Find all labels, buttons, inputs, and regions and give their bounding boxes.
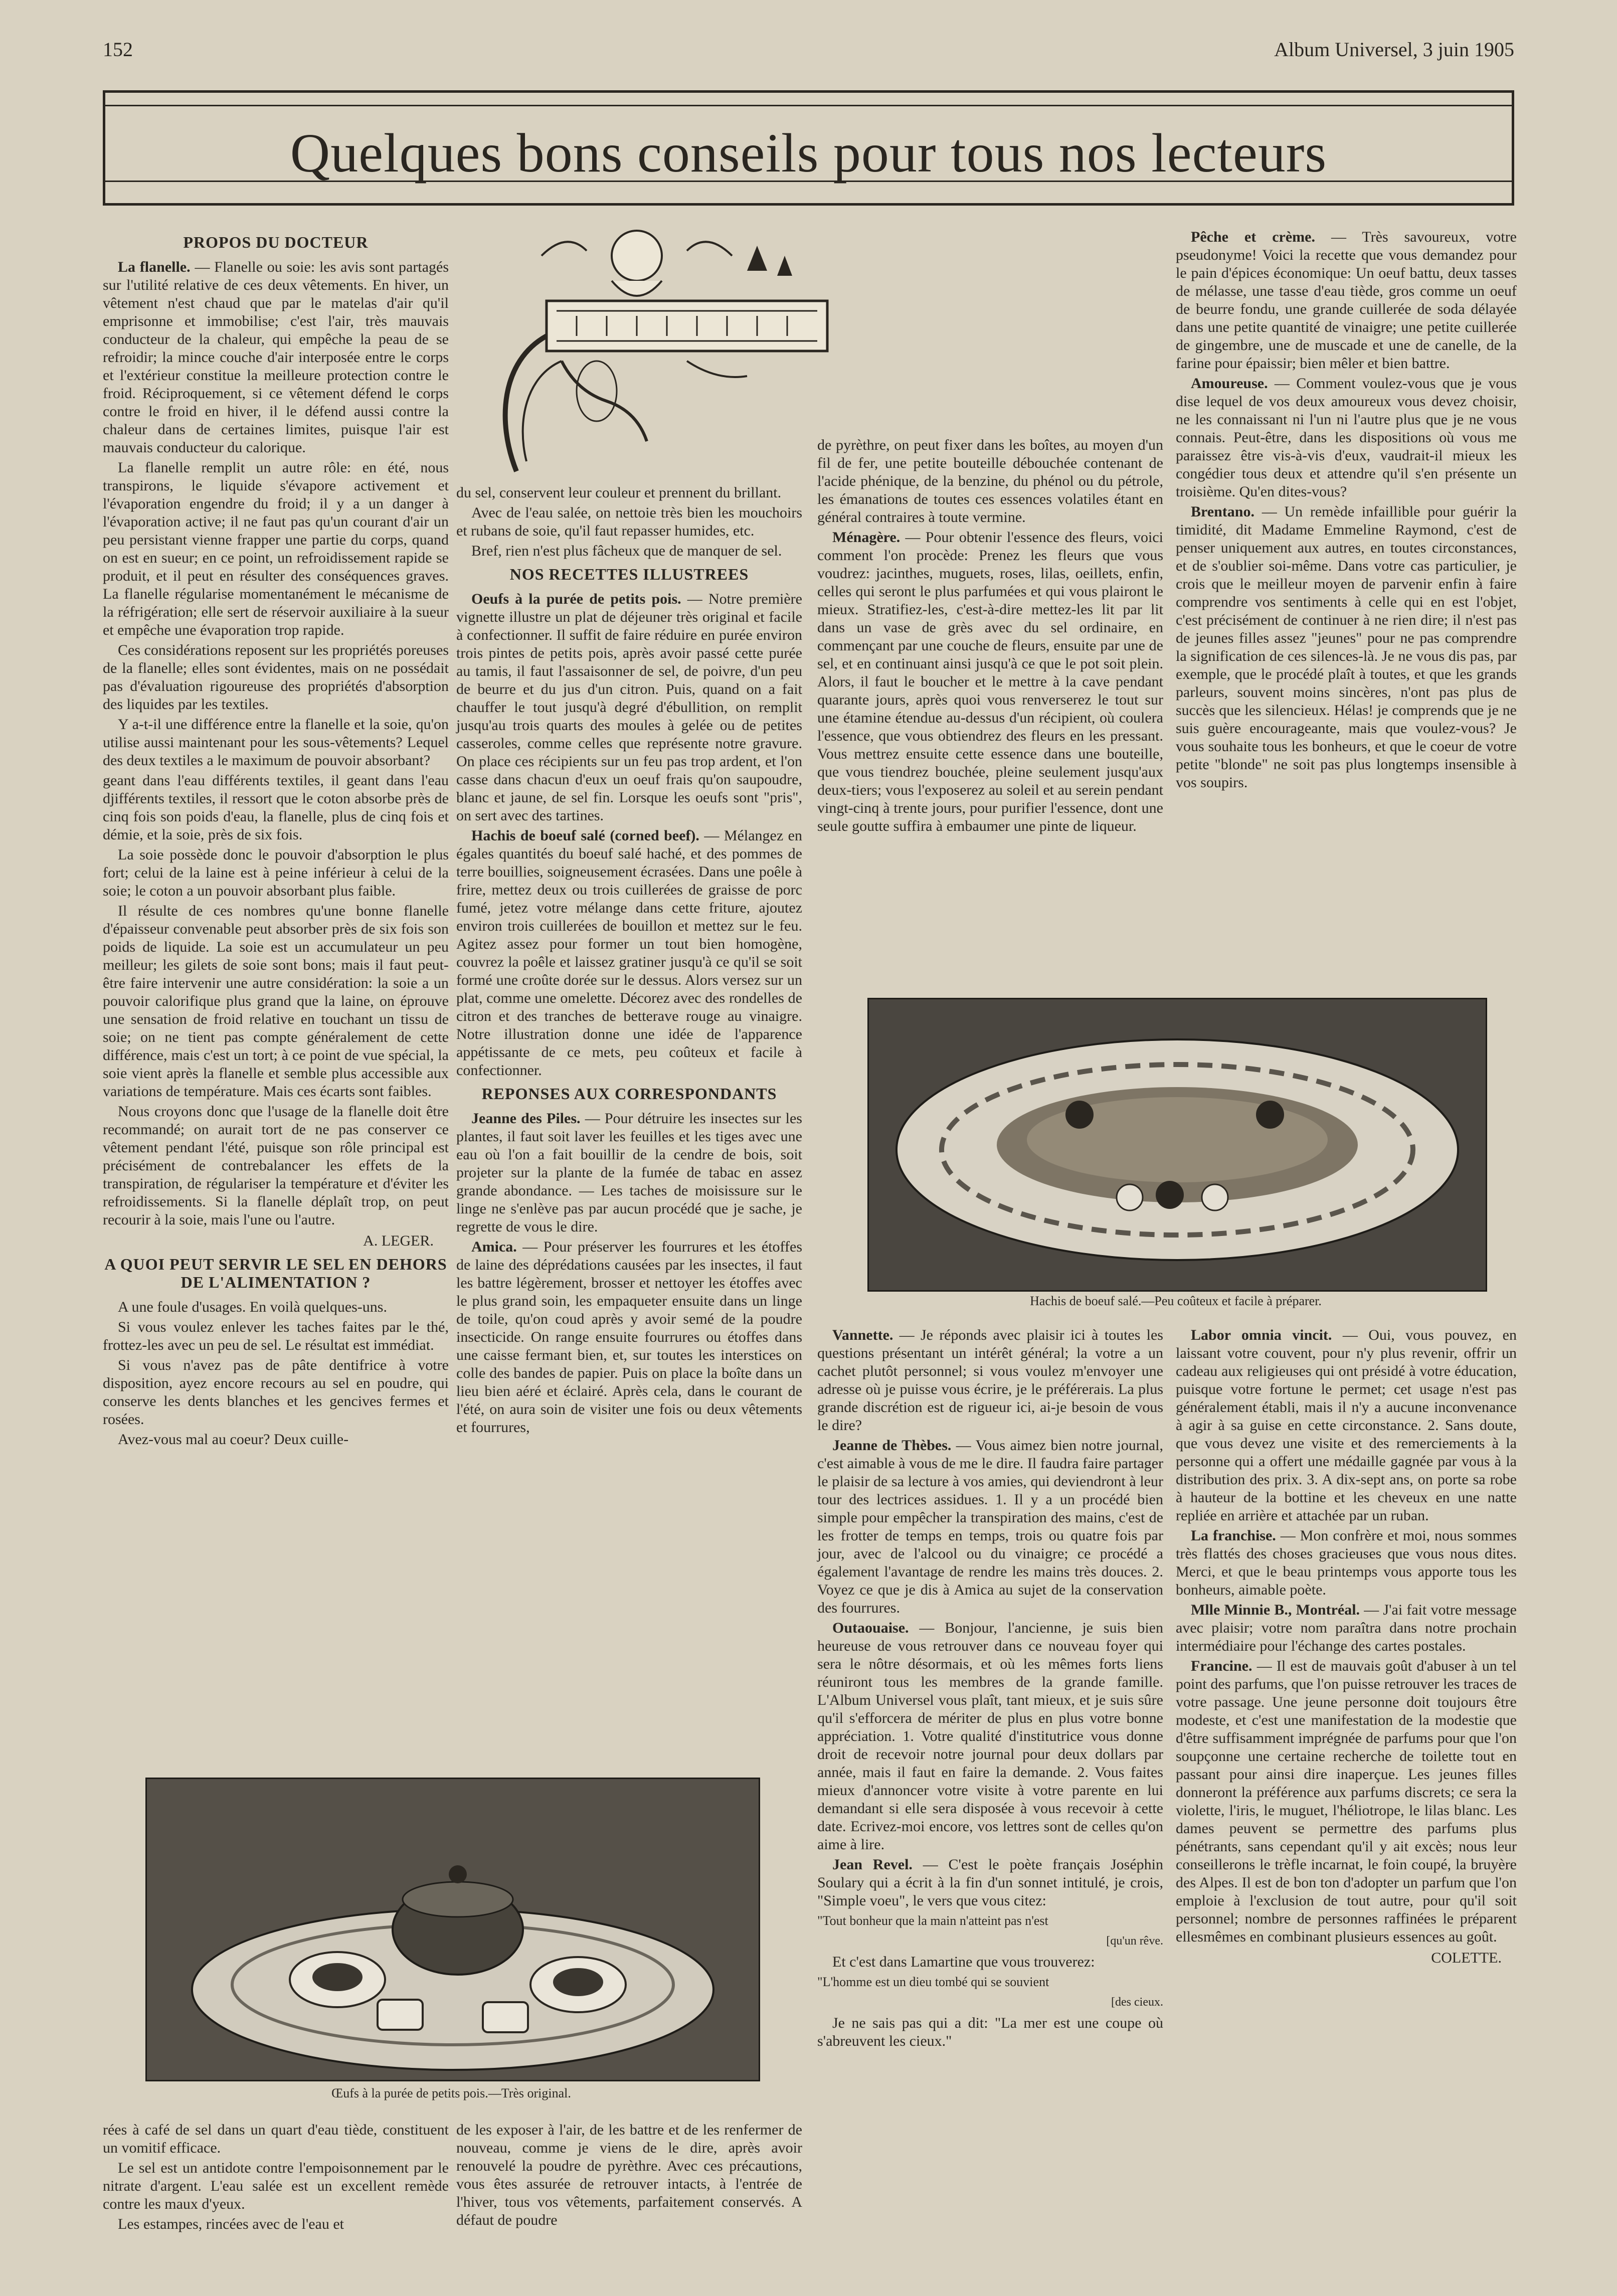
paragraph: Labor omnia vincit. — Oui, vous pouvez, en laissant votre couvent, pour n'y plus revenir, offrir un cadeau aux religieuses qui ont présidé à votre éducation, puisque votre fortune le permet; cet usage n'est pas généralement établi, mais il n'y a aucune inconvenance à agir à sa guise en cette circonstance. 2. Sans doute, que vous devez une visite et des remerciements à la personne qui a offert une médaille gagnée par vous à la distribution des prix. 3. A dix-sept ans, on porte sa robe à hauteur de la bottine et les cheveux en une natte repliée en arrière et attachée par un ruban. <box>1176 1327 1517 1524</box>
column-1 <box>103 228 449 1451</box>
paragraph: A une foule d'usages. En voilà quelques-uns. <box>118 1299 387 1315</box>
paragraph-lead: Amoureuse. <box>1191 375 1268 392</box>
paragraph: Avez-vous mal au coeur? Deux cuille- <box>118 1431 349 1448</box>
quote-soulary: "Tout bonheur que la main n'atteint pas n'est <box>817 1913 1048 1928</box>
hash-caption: Hachis de boeuf salé.—Peu coûteux et facile à préparer. <box>1030 1294 1322 1308</box>
column-3-lower <box>817 1326 1163 2052</box>
title-banner <box>103 90 1514 206</box>
paragraph-lead: Jean Revel. <box>832 1856 913 1873</box>
paragraph: Hachis de boeuf salé (corned beef). — Mélangez en égales quantités du boeuf salé haché, et des pommes de terre bouillies, soigneusement écrasées. Dans une poêle à frire, mettez deux ou trois cuillerées de graisse de porc fumé, jetez votre mélange dans cette friture, ajoutez environ trois cuillerées de bouillon et mettez sur le feu. Agitez assez pour former un tout bien homogène, couvrez la poêle et laissez gratiner jusqu'à ce qu'il se soit formé une croûte dorée sur le dessus. Alors versez sur un plat, comme une omelette. Décorez avec des rondelles de citron et des tranches de betterave rouge au vinaigre. Notre illustration donne une idée de l'apparence appétissante de ce mets, peu coûteux et facile à confectionner. <box>456 827 802 1079</box>
paragraph: Si vous voulez enlever les taches faites par le thé, frottez-les avec un peu de sel. Le résultat est immédiat. <box>103 1319 449 1353</box>
paragraph: Mlle Minnie B., Montréal. — J'ai fait votre message avec plaisir; votre nom paraîtra dans notre prochain intermédiaire pour l'échange des cartes postales. <box>1176 1602 1517 1654</box>
paragraph-lead: Mlle Minnie B., Montréal. <box>1191 1602 1360 1618</box>
section-heading-recettes: NOS RECETTES ILLUSTREES <box>509 565 749 583</box>
paragraph: Oeufs à la purée de petits pois. — Notre première vignette illustre un plat de déjeuner très original et facile à confectionner. Il suffit de faire réduire en purée environ trois pintes de petits pois, après avoir passé cette purée au tamis, il faut l'assaisonner de sel, de poivre, d'un peu de beurre et du jus d'un citron. Puis, quand on a fait chauffer le tout jusqu'à degré d'ébullition, on remplit jusqu'au trois quarts des moules à gelée ou de petites casseroles, comme celles que représente notre gravure. On place ces récipients sur un feu pas trop ardent, et l'on casse dans chacun d'eux un oeuf frais qu'on saupoudre, blanc et jaune, de sel fin. Lorsque les oeufs sont "pris", on sert avec des tartines. <box>456 591 802 824</box>
paragraph: de les exposer à l'air, de les battre et de les renfermer de nouveau, comme je viens de le dire, après avoir renouvelé la poudre de pyrèthre. Avec ces précautions, vous êtes assurée de retrouver intacts, à l'entrée de l'hiver, tous vos vêtements, parfaitement conservés. A défaut de poudre <box>456 2122 802 2228</box>
paragraph: Avec de l'eau salée, on nettoie très bien les mouchoirs et rubans de soie, qu'il faut repasser humides, etc. <box>456 504 802 539</box>
paragraph: Y a-t-il une différence entre la flanelle et la soie, qu'on utilise aussi maintenant pour les sous-vêtements? Lequel des deux textiles a le maximum de pouvoir absorbant? <box>103 716 449 769</box>
column-3 <box>817 436 1163 837</box>
paragraph: Pêche et crème. — Très savoureux, votre pseudonyme! Voici la recette que vous demandez pour le pain d'épices économique: Un oeuf battu, deux tasses de mélasse, une tasse d'eau tiède, gros comme un oeuf de beurre fondu, une grande cuillerée de soda délayée dans une petite quantité de vinaigre; une petite cuillerée de gingembre, une de muscade et une de canelle, de la farine pour épaissir; bien mêler et bien battre. <box>1176 229 1517 372</box>
paragraph-lead: Brentano. <box>1191 503 1254 520</box>
quote-soulary-end: [qu'un rêve. <box>1106 1934 1163 1948</box>
paragraph: Outaouaise. — Bonjour, l'ancienne, je suis bien heureuse de vous retrouver dans ce nouveau foyer qui sera le nôtre désormais, et où les mêmes forts liens réuniront tous les membres de la grande famille. L'Album Universel vous plaît, tant mieux, et je suis sûre qu'il s'efforcera de mériter de plus en plus votre bonne appréciation. 1. Votre qualité d'institutrice vous donne droit de recevoir notre journal pour deux dollars par année, mais il faut en faire la demande. 2. Vous faites mieux d'annoncer votre visite à votre parente en lui demandant si elle sera disposée à vous recevoir à cette date. Ecrivez-moi encore, vos lettres sont de celles qu'on aime à lire. <box>817 1620 1163 1853</box>
paragraph: Vannette. — Je réponds avec plaisir ici à toutes les questions présentant un intérêt général; la votre a un cachet plutôt personnel; si vous voulez m'envoyer une adresse où je puisse vous écrire, je le préférerais. La plus grande discrétion est de rigueur ici, ai-je besoin de vous le dire? <box>817 1327 1163 1434</box>
paragraph-lead: Jeanne des Piles. <box>471 1110 581 1127</box>
paragraph: Brentano. — Un remède infaillible pour guérir la timidité, dit Madame Emmeline Raymond, c'est de penser uniquement aux autres, en toutes circonstances, et de s'oublier soi-même. Dans votre cas particulier, je crois que le meilleur moyen de parvenir enfin à faire comprendre vos sentiments à celle qui en est l'objet, c'est précisément de continuer à ne rien dire; il n'est pas de jeunes filles assez "jeunes" pour ne pas comprendre la signification de ces silences-là. Je ne vous dis pas, par exemple, que le procédé plaît à toutes, et que les grands parleurs, souvent moins sincères, n'ont pas plus de succès que les silencieux. Hélas! je comprends que je ne suis guère encourageante, mais que voulez-vous? Je vous souhaite tous les bonheurs, et que le coeur de votre petite "blonde" ne soit pas plus longtemps insensible à vos soupirs. <box>1176 503 1517 791</box>
section-heading-reponses: REPONSES AUX CORRESPONDANTS <box>481 1085 777 1103</box>
signature-leger: A. LEGER. <box>363 1232 434 1249</box>
issue-line: Album Universel, 3 juin 1905 <box>1274 38 1514 61</box>
paragraph: Les estampes, rincées avec de l'eau et <box>118 2216 344 2232</box>
paragraph: Amica. — Pour préserver les fourrures et les étoffes de laine des déprédations causées par les insectes, il faut les battre légèrement, brosser et nettoyer les étoffes avec le plus grand soin, les empaqueter ensuite dans un linge de toile, qu'on coud après y avoir semé de la poudre insecticide. On range ensuite fourrures ou étoffes dans une caisse fermant bien, et, sur toutes les interstices on colle des bandes de papier. Puis on place la boîte dans un lieu bien aéré et éclairé. Après cela, dans le courant de l'été, on aura soin de visiter une fois ou deux vêtements et fourrures, <box>456 1239 802 1436</box>
column-2 <box>456 484 802 1439</box>
eggs-caption: Œufs à la purée de petits pois.—Très original. <box>331 2086 571 2100</box>
paragraph: Francine. — Il est de mauvais goût d'abuser à un tel point des parfums, que l'on puisse retrouver les traces de votre passage. Une jeune personne doit toujours être modeste, et c'est une manifestation de la modestie que d'être suffisamment imprégnée de parfums pour que l'on soupçonne une certaine recherche de toilette tout en passant pour ainsi dire inaperçue. Les jeunes filles donneront la préférence aux parfums discrets; ce sera la violette, l'iris, le muguet, l'héliotrope, le lilas blanc. Les dames peuvent se permettre des parfums plus pénétrants, sans cependant qu'il y ait excès; nous leur conseillerons le trèfle incarnat, le foin coupé, la bruyère des Alpes. Il est de bon ton d'adopter un parfum que l'on emploie à l'exclusion de tout autre, pour qu'il soit personnel; nombre de personnes raffinées le préparent ellesmêmes en combinant plusieurs essences au goût. <box>1176 1658 1517 1945</box>
paragraph-lead: La flanelle. <box>118 259 191 275</box>
paragraph: Ménagère. — Pour obtenir l'essence des fleurs, voici comment l'on procède: Prenez les fleurs que vous voudrez: jacinthes, muguets, roses, lilas, oeillets, enfin, celles qui seront le plus parfumées et qui vous plairont le mieux. Stratifiez-les, c'est-à-dire mettez-les lit par lit dans un vase de grès avec du sel ordinaire, en commençant par une couche de fleurs, ensuite par une de sel, et en continuant ainsi jusqu'à ce que le pot soit plein. Alors, il faut le boucher et le mettre à la cave pendant quarante jours, après quoi vous renverserez le tout sur une étamine étendue au-dessus d'un récipient, où coulera l'essence, que vous obtiendrez des fleurs en les pressant. Vous mettrez ensuite cette essence dans une bouteille, que vous tiendrez bouchée, pleine seulement jusqu'aux deux-tiers; vous l'exposerez au soleil et au serein pendant vingt-cinq à trente jours, pour purifier l'essence, dont une seule goutte suffira à embaumer une pinte de liqueur. <box>817 529 1163 834</box>
paragraph: Jeanne des Piles. — Pour détruire les insectes sur les plantes, il faut soit laver les feuilles et les tiges avec une eau où l'on a fait bouillir de la cendre de bois, soit projeter sur la plante de la fumée de tabac en assez grande abondance. — Les taches de moisissure sur le linge ne s'enlève pas par aucun procédé que je sache, je regrette de vous le dire. <box>456 1110 802 1235</box>
section-heading-sel: A QUOI PEUT SERVIR LE SEL EN DEHORS DE L'ALIMENTATION ? <box>104 1255 447 1291</box>
paragraph: Nous croyons donc que l'usage de la flanelle doit être recommandé; on aurait tort de ne pas conserver ce vêtement pendant l'été, puisque son rôle principal est précisément de contrebalancer les effets de la transpiration, de régulariser la température et d'éviter les refroidissements. Si la flanelle déplaît trop, on peut recourir à la soie, mais l'une ou l'autre. <box>103 1103 449 1228</box>
hash-photo <box>867 998 1487 1292</box>
paragraph-lead: Oeufs à la purée de petits pois. <box>471 591 681 607</box>
paragraph: Si vous n'avez pas de pâte dentifrice à votre disposition, ayez encore recours au sel en poudre, qui conserve les dents blanches et les gencives fermes et rosées. <box>103 1357 449 1428</box>
eggs-dish-illustration <box>147 1779 759 2080</box>
section-heading-docteur: PROPOS DU DOCTEUR <box>183 233 369 251</box>
signature-colette: COLETTE. <box>1431 1950 1502 1966</box>
eggs-photo <box>145 1778 760 2081</box>
quote-lamartine: "L'homme est un dieu tombé qui se souvient <box>817 1975 1049 1989</box>
paragraph-lead: Amica. <box>471 1239 517 1255</box>
paragraph: La flanelle. — Flanelle ou soie: les avis sont partagés sur l'utilité relative de ces deux vêtements. En hiver, un vêtement n'est chaud que par le matelas d'air qu'il emprisonne et immobilise; c'est l'air, très mauvais conducteur de la chaleur, qui empêche la peau de se refroidir; la mince couche d'air interposée entre le corps et l'extérieur constitue la meilleure protection contre le froid. Réciproquement, si ce vêtement défend le corps contre le froid en hiver, il le défend aussi contre la chaleur dans de certaines limites, puisque l'air est mauvais conducteur du calorique. <box>103 259 449 456</box>
paragraph: Le sel est un antidote contre l'empoisonnement par le nitrate d'argent. L'eau salée est un excellent remède contre les maux d'yeux. <box>103 2160 449 2212</box>
paragraph-lead: Pêche et crème. <box>1191 229 1315 245</box>
paragraph-lead: La franchise. <box>1191 1527 1276 1544</box>
paragraph: La franchise. — Mon confrère et moi, nous sommes très flattés des choses gracieuses que vous nous dites. Merci, et que le beau printemps vous apporte tous les bonheurs, aimable poète. <box>1176 1527 1517 1598</box>
paragraph: geant dans l'eau différents textiles, il geant dans l'eau djifférents textiles, il ressort que le coton absorbe près de cinq fois son poids d'eau, la flanelle, plus de cinq fois et démie, et la soie, près de six fois. <box>103 772 449 843</box>
paragraph: Ces considérations reposent sur les propriétés poreuses de la flanelle; elles sont évidentes, mais on ne possédait pas d'évaluation rigoureuse des propriétés d'absorption des liquides par les textiles. <box>103 642 449 713</box>
page-number: 152 <box>103 38 133 61</box>
paragraph-lead: Labor omnia vincit. <box>1191 1327 1332 1343</box>
paragraph: du sel, conservent leur couleur et prennent du brillant. <box>456 484 782 501</box>
paragraph-lead: Outaouaise. <box>832 1620 909 1636</box>
paragraph: Et c'est dans Lamartine que vous trouverez: <box>832 1954 1095 1970</box>
paragraph: Bref, rien n'est plus fâcheux que de manquer de sel. <box>471 543 782 559</box>
paragraph: Jean Revel. — C'est le poète français Joséphin Soulary qui a écrit à la fin d'un sonnet intitulé, je crois, "Simple voeu", le vers que vous citez: <box>817 1856 1163 1909</box>
column-4-lower <box>1176 1326 1517 1972</box>
paragraph-lead: Francine. <box>1191 1658 1252 1674</box>
paragraph: de pyrèthre, on peut fixer dans les boîtes, au moyen d'un fil de fer, une petite bouteille débouchée contenant de l'acide phénique, de la benzine, du phénol ou du pétrole, les émanations de toutes ces essences volatiles étant en général contraires à toute vermine. <box>817 437 1163 525</box>
paragraph: Je ne sais pas qui a dit: "La mer est une coupe où s'abreuvent les cieux." <box>817 2015 1163 2049</box>
paragraph: Il résulte de ces nombres qu'une bonne flanelle d'épaisseur convenable peut absorber près de six fois son poids de liquide. La soie est un accumulateur un peu meilleur; les gilets de soie sont bons; mais il faut peut-être faire intervenir une autre considération: la soie a un pouvoir calorifique plus grand que la laine, on éprouve une sensation de froid relative en touchant un tissu de soie; on ne tient pas compte généralement de cette différence, mais c'est un tort; à ce point de vue spécial, la soie vient après la flanelle et semble plus accessible aux variations de température. Mais ces écarts sont faibles. <box>103 903 449 1100</box>
page-title: Quelques bons conseils pour tous nos lecteurs <box>290 122 1327 184</box>
column-4 <box>1176 228 1517 794</box>
paragraph: Jeanne de Thèbes. — Vous aimez bien notre journal, c'est aimable à vous de me le dire. Il faudra faire partager le plaisir de sa lecture à vos amies, qui deviendront à leur tour des lectrices assidues. 1. Il y a un procédé bien simple pour empêcher la transpiration des mains, c'est de les frotter de temps en temps, trois ou quatre fois par jour, avec de l'alcool ou du vinaigre; ce procédé a également l'avantage de rendre les mains très douces. 2. Voyez ce que je dis à Amica au sujet de la conservation des fourrures. <box>817 1437 1163 1616</box>
paragraph: La flanelle remplit un autre rôle: en été, nous transpirons, le liquide s'évapore activement et l'évaporation engendre du froid; il y a un danger à l'évaporation active; il ne faut pas qu'un courant d'air un peu persistant vienne frapper une partie du corps, quand on est en sueur; en ce point, un refroidissement rapide se produit, et il peut en résulter des conséquences graves. La flanelle régularise momentanément le mécanisme de la réfrigération; elle sert de réservoir auxiliaire à la sueur et empêche une évaporation trop rapide. <box>103 459 449 638</box>
quote-lamartine-end: [des cieux. <box>1111 1996 1163 2009</box>
hash-plate-illustration <box>869 999 1486 1290</box>
paragraph: rées à café de sel dans un quart d'eau tiède, constituent un vomitif efficace. <box>103 2122 449 2156</box>
paragraph: Amoureuse. — Comment voulez-vous que je vous dise lequel de vos deux amoureux vous devez choisir, ne les connaissant ni l'un ni l'autre plus que je ne vous connais. Peut-être, dans les dispositions où vous me paraissez être vis-à-vis d'eux, vaudrait-il mieux les congédier tous deux et attendre qu'il s'en présente un troisième. Qu'en dites-vous? <box>1176 375 1517 500</box>
paragraph: La soie possède donc le pouvoir d'absorption le plus fort; celui de la laine est à peine inférieur à celui de la soie; le coton a un pouvoir absorbant plus faible. <box>103 846 449 899</box>
paragraph-lead: Ménagère. <box>832 529 901 546</box>
paragraph-lead: Jeanne de Thèbes. <box>832 1437 952 1454</box>
bottom-column-1 <box>103 2121 449 2235</box>
paragraph-lead: Hachis de boeuf salé (corned beef). <box>471 827 699 844</box>
paragraph-lead: Vannette. <box>832 1327 893 1343</box>
ornament-illustration <box>486 211 837 481</box>
bottom-column-2 <box>456 2121 802 2231</box>
